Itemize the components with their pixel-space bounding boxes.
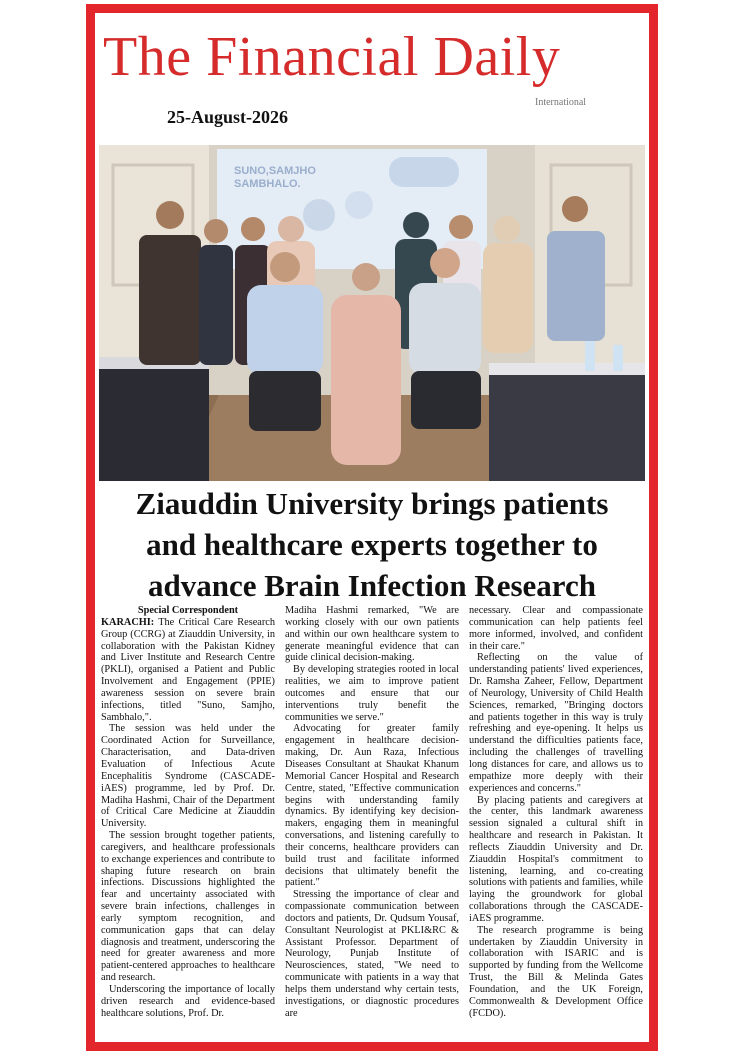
event-photo [99, 145, 645, 481]
paragraph: Madiha Hashmi remarked, "We are working closely with our own patients and within our own healthcare system to generate meaningful evidence that can guide clinical decision-making. [285, 605, 459, 664]
paragraph: By placing patients and caregivers at the center, this landmark awareness session signaled a cultural shift in healthcare and research in Pakistan. It reflects Ziauddin University and Dr. Ziauddin Hospital's commitment to listening, learning, and co-creating solutions with patients and families, while laying the groundwork for global collaborations through the CASCADE-iAES programme. [469, 794, 643, 924]
masthead [95, 13, 649, 141]
paragraph: necessary. Clear and compassionate communication can help patients feel more informed, involved, and confident in their care." [469, 605, 643, 652]
screen-caption [234, 165, 316, 191]
screen-caption-line-2: SAMBHALO. [234, 178, 301, 190]
headline-line-2: and healthcare experts together to [146, 527, 598, 562]
article-column-3 [469, 605, 643, 1045]
paragraph: The session was held under the Coordinated Action for Surveillance, Characterisation, and Data-driven Evaluation of Infectious Acute Encephalitis Syndrome (CASCADE-iAES) programme, led by Prof. Dr. Madiha Hashmi, Chair of the Department of Critical Care Medicine at Ziauddin University. [101, 723, 275, 830]
paragraph: Stressing the importance of clear and compassionate communication between doctors and patients, Dr. Qudsum Yousaf, Consultant Neurologist at PKLI&RC & Assistant Professor. Department of Neurology, Punjab Institute of Neurosciences, stated, "We need to communicate with patients in a way that helps them understand why certain tests, investigations, or diagnostic procedures are [285, 889, 459, 1019]
article-column-1 [101, 605, 275, 1045]
paragraph: The session brought together patients, caregivers, and healthcare professionals to exchange experiences and contribute to shaping future research on brain infections. Discussions highlighted the fear and uncertainty associated with severe brain infections, challenges in early symptom recognition, and communication gaps that can delay diagnosis and treatment, underscoring the need for greater awareness and more patient-centered approaches to healthcare and research. [101, 830, 275, 984]
article-body [101, 605, 643, 1045]
screen-caption-line-1: SUNO,SAMJHO [234, 165, 316, 177]
article-column-2 [285, 605, 459, 1045]
article-headline [95, 483, 649, 606]
paragraph: KARACHI: The Critical Care Research Group (CCRG) at Ziauddin University, in collaboration with the Pakistan Kidney and Liver Institute and Research Centre (PKLI), organised a Patient and Public Involvement and Engagement (PPIE) awareness session on severe brain infections, titled "Suno, Samjho, Sambhalo,". [101, 616, 275, 723]
issue-date: 25-August-2026 [167, 107, 289, 127]
newspaper-title: The Financial Daily [103, 26, 561, 88]
headline-line-3: advance Brain Infection Research [147, 568, 597, 603]
byline: Special Correspondent [137, 605, 239, 616]
dateline: KARACHI: [101, 616, 155, 628]
newspaper-subtitle: International [535, 97, 587, 108]
paragraph: Advocating for greater family engagement in healthcare decision-making, Dr. Aun Raza, Infectious Diseases Consultant at Shaukat Khanum Memorial Cancer Hospital and Research Centre, stated, "Effective communication begins with understanding family dynamics. By identifying key decision-makers, engaging them in meaningful conversations, and listening carefully to their concerns, healthcare providers can build trust and facilitate informed decisions that ultimately benefit the patient." [285, 723, 459, 889]
page-frame [86, 4, 658, 1051]
event-photo-illustration [99, 145, 645, 481]
headline-line-1: Ziauddin University brings patients [135, 486, 609, 521]
paragraph: Reflecting on the value of understanding patients' lived experiences, Dr. Ramsha Zaheer, Fellow, Department of Neurology, University of Child Health Sciences, remarked, "Bringing doctors and patients together in this way is truly refreshing and eye-opening. It helps us understand the difficulties patients face, including the challenges of travelling long distances for care, and allows us to empathize more deeply with their experiences and concerns." [469, 652, 643, 794]
paragraph: By developing strategies rooted in local realities, we aim to improve patient outcomes and ensure that our interventions truly benefit the communities we serve." [285, 664, 459, 723]
paragraph: The research programme is being undertaken by Ziauddin University in collaboration with ISARIC and is supported by funding from the Wellcome Trust, the Bill & Melinda Gates Foundation, and the UK Foreign, Commonwealth & Development Office (FCDO). [469, 924, 643, 1019]
paragraph: Underscoring the importance of locally driven research and evidence-based healthcare solutions, Prof. Dr. [101, 984, 275, 1019]
